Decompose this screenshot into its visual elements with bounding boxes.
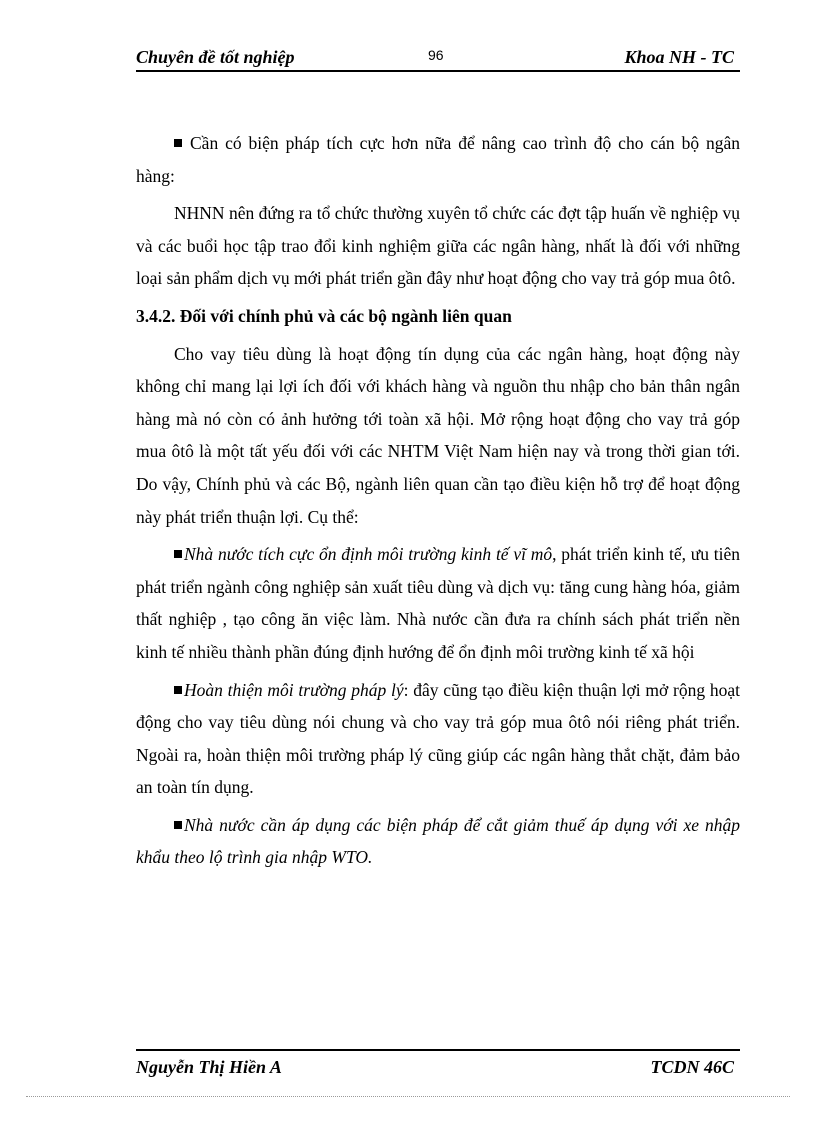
paragraph-text: : đây cũng tạo điều kiện thuận lợi mở rộng hoạt động cho vay tiêu dùng nói chung và cho vay trả góp mua ôtô nói riêng phát triển. Ngoài ra, hoàn thiện môi trường pháp lý cũng giúp các ngân hàng thắt chặt, đảm bảo an toàn tín dụng.	[136, 679, 740, 798]
paragraph-bullet-macro	[136, 538, 740, 668]
square-bullet-icon	[174, 550, 182, 558]
page-number: 96	[428, 47, 444, 63]
paragraph-text: , phát triển kinh tế, ưu tiên phát triển ngành công nghiệp sản xuất tiêu dùng và dịch vụ: tăng cung hàng hóa, giảm thất nghiệp , tạo công ăn việc làm. Nhà nước cần đưa ra chính sách phát triển nền kinh tế nhiều thành phần đúng định hướng để ổn định môi trường kinh tế xã hội	[136, 544, 740, 662]
square-bullet-icon	[174, 821, 182, 829]
document-body	[136, 127, 740, 879]
header-title: Chuyên đề tốt nghiệp	[136, 47, 295, 67]
paragraph-text: NHNN nên đứng ra tổ chức thường xuyên tổ chức các đợt tập huấn về nghiệp vụ và các buổi học tập trao đổi kinh nghiệm giữa các ngân hàng, nhất là đối với những loại sản phẩm dịch vụ mới phát triển gần đây như hoạt động cho vay trả góp mua ôtô.	[136, 203, 740, 289]
italic-phrase: Nhà nước cần áp dụng các biện pháp để cắt giảm thuế áp dụng với xe nhập khẩu theo lộ trình gia nhập WTO.	[136, 814, 740, 868]
page-footer	[136, 1049, 740, 1081]
square-bullet-icon	[174, 686, 182, 694]
page-header	[136, 46, 740, 72]
section-heading: 3.4.2. Đối với chính phủ và các bộ ngành liên quan	[136, 305, 512, 326]
paragraph-bullet-training	[136, 127, 740, 192]
square-bullet-icon	[174, 139, 182, 147]
paragraph-bullet-legal	[136, 674, 740, 804]
paragraph-text: Cho vay tiêu dùng là hoạt động tín dụng của các ngân hàng, hoạt động này không chỉ mang lại lợi ích đối với khách hàng và nguồn thu nhập cho bản thân ngân hàng mà nó còn có ảnh hưởng tới toàn xã hội. Mở rộng hoạt động cho vay trả góp mua ôtô là một tất yếu đối với các NHTM Việt Nam hiện nay và trong thời gian tới. Do vậy, Chính phủ và các Bộ, ngành liên quan cần tạo điều kiện hỗ trợ để hoạt động này phát triển thuận lợi. Cụ thể:	[136, 343, 740, 527]
paragraph-bullet-tax	[136, 809, 740, 874]
italic-phrase: Nhà nước tích cực ổn định môi trường kinh tế vĩ mô	[184, 544, 553, 565]
footer-author: Nguyễn Thị Hiền A	[136, 1057, 282, 1077]
header-department: Khoa NH - TC	[624, 47, 734, 67]
paragraph-text: Cần có biện pháp tích cực hơn nữa để nâng cao trình độ cho cán bộ ngân hàng:	[136, 133, 740, 186]
page-bottom-divider	[26, 1096, 790, 1097]
footer-class: TCDN 46C	[650, 1057, 734, 1077]
italic-phrase: Hoàn thiện môi trường pháp lý	[184, 679, 404, 700]
